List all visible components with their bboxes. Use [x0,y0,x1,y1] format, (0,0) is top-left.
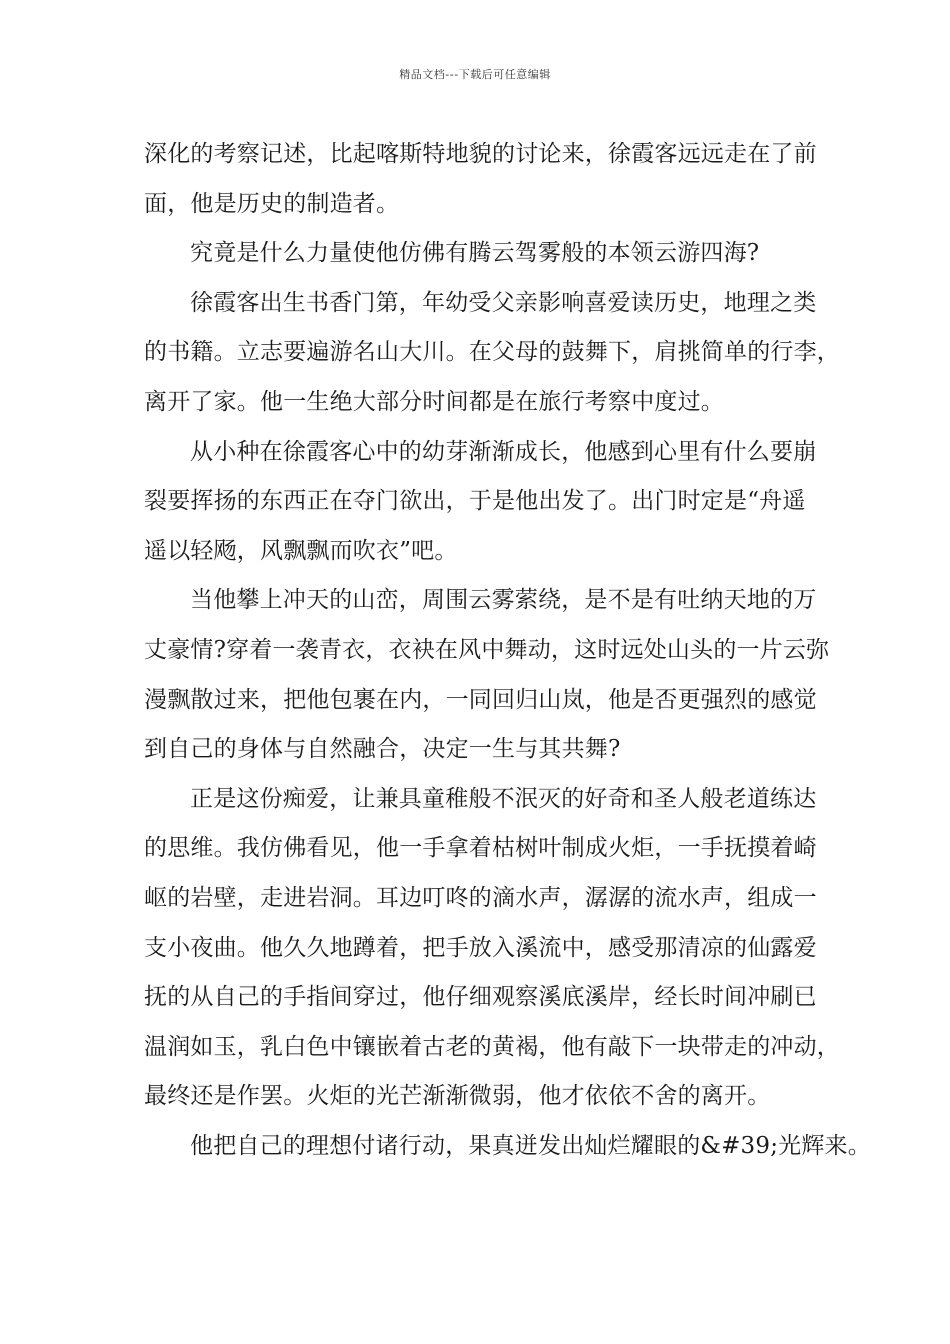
text-line: 漫飘散过来，把他包裹在内，一同回归山岚，他是否更强烈的感觉 [144,686,817,713]
text-line: 正是这份痴爱，让兼具童稚般不泯灭的好奇和圣人般老道练达 [190,785,817,812]
body-text [144,130,871,1171]
text-line: 最终还是作罢。火炬的光芒渐渐微弱，他才依依不舍的离开。 [144,1083,771,1110]
text-line: 裂要挥扬的东西正在夺门欲出，于是他出发了。出门时定是“舟遥 [144,488,806,515]
text-line: 当他攀上冲天的山峦，周围云雾萦绕，是不是有吐纳天地的万 [190,587,817,614]
text-line: 面，他是历史的制造者。 [144,190,400,217]
text-line: 的书籍。立志要遍游名山大川。在父母的鼓舞下，肩挑简单的行李， [144,339,840,366]
text-line: 支小夜曲。他久久地蹲着，把手放入溪流中，感受那清凉的仙露爱 [144,934,817,961]
text-line: 遥以轻飏，风飘飘而吹衣”吧。 [144,537,458,564]
page-header: 精品文档---下载后可任意编辑 [399,68,551,81]
text-line: 离开了家。他一生绝大部分时间都是在旅行考察中度过。 [144,388,724,415]
text-line: 深化的考察记述，比起喀斯特地貌的讨论来，徐霞客远远走在了前 [144,141,817,167]
text-line: 他把自己的理想付诸行动，果真迸发出灿烂耀眼的&#39;光辉来。 [190,1132,871,1159]
text-line: 抚的从自己的手指间穿过，他仔细观察溪底溪岸，经长时间冲刷已 [144,984,817,1011]
text-line: 从小种在徐霞客心中的幼芽渐渐成长，他感到心里有什么要崩 [190,438,817,465]
text-line: 岖的岩壁，走进岩洞。耳边叮咚的滴水声，潺潺的流水声，组成一 [144,884,817,911]
text-line: 徐霞客出生书香门第，年幼受父亲影响喜爱读历史，地理之类 [190,289,817,316]
text-line: 丈豪情?穿着一袭青衣，衣袂在风中舞动，这时远处山头的一片云弥 [144,636,830,663]
text-line: 究竟是什么力量使他仿佛有腾云驾雾般的本领云游四海? [190,240,760,267]
text-line: 温润如玉，乳白色中镶嵌着古老的黄褐，他有敲下一块带走的冲动， [144,1033,840,1060]
text-line: 的思维。我仿佛看见，他一手拿着枯树叶制成火炬，一手抚摸着崎 [144,835,817,862]
text-line: 到自己的身体与自然融合，决定一生与其共舞? [144,736,621,763]
